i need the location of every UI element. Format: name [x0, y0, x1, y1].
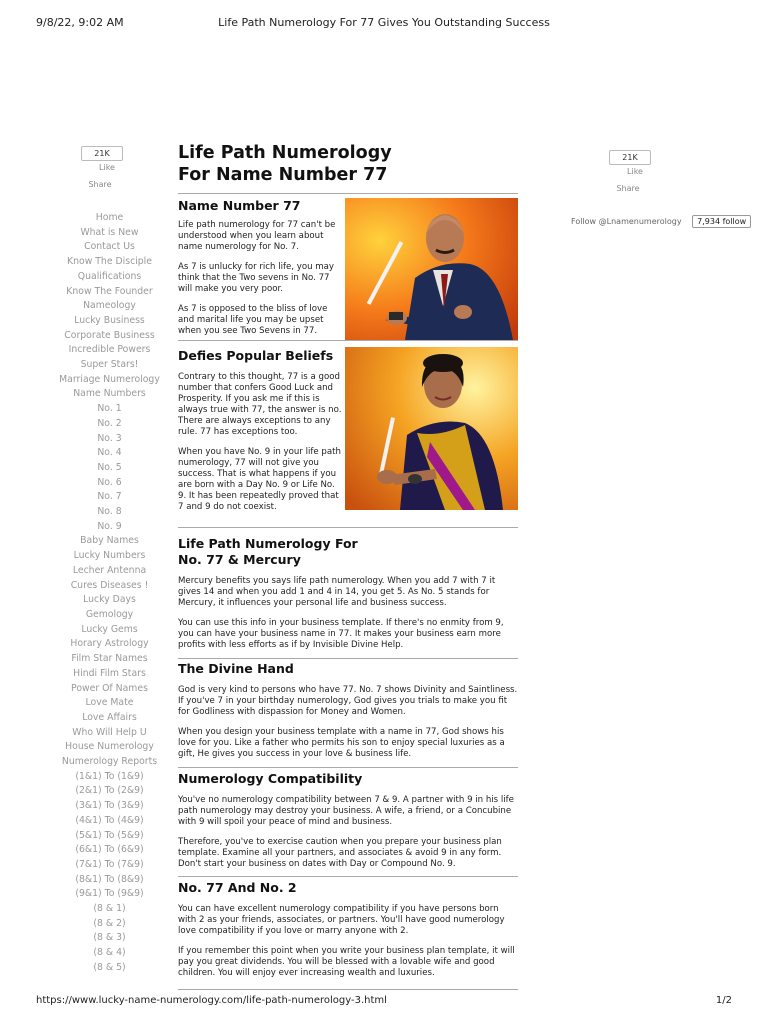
- sidebar-nav-link[interactable]: Super Stars!: [80, 359, 139, 371]
- paragraph: Life path numerology for 77 can't be understood when you learn about name numerology for No. 7.: [178, 220, 336, 252]
- sidebar-nav-link[interactable]: Incredible Powers: [68, 344, 151, 356]
- sidebar-nav-link[interactable]: Home: [95, 212, 124, 223]
- section-heading: Defies Popular Beliefs: [178, 348, 334, 363]
- sidebar-nav-link[interactable]: (1&1) To (1&9): [75, 770, 144, 782]
- paragraph: You've no numerology compatibility between 7 & 9. A partner with 9 in his life path numerology may destroy your business. A wife, a friend, or a Concubine with 9 will spoil your peace of mind and business.: [178, 795, 514, 827]
- sidebar-nav: [52, 211, 167, 976]
- sidebar-nav-link[interactable]: Know The Disciple: [67, 256, 152, 268]
- sidebar-nav-link[interactable]: Horary Astrology: [70, 638, 149, 650]
- sidebar-nav-link[interactable]: Name Numbers: [73, 388, 146, 400]
- sidebar-nav-link[interactable]: No. 7: [97, 491, 122, 503]
- sidebar-nav-link[interactable]: Gemology: [85, 608, 134, 620]
- sidebar-nav-link[interactable]: Power Of Names: [71, 682, 148, 694]
- right-like-count[interactable]: 21K: [609, 150, 651, 165]
- paragraph: As 7 is opposed to the bliss of love and marital life you may be upset when you see Two Sevens in 77.: [178, 304, 328, 336]
- right-like-button[interactable]: Like: [627, 167, 643, 176]
- main-content: [178, 142, 518, 990]
- section-mercury: [178, 528, 518, 659]
- twitter-follow-link[interactable]: Follow @Lnamenumerology: [571, 217, 682, 226]
- section-heading: Numerology Compatibility: [178, 771, 363, 786]
- section-heading: No. 77 And No. 2: [178, 880, 297, 895]
- sidebar-nav-link[interactable]: Qualifications: [77, 270, 142, 282]
- paragraph: Mercury benefits you says life path numerology. When you add 7 with 7 it gives 14 and when you add 1 and 4 in 14, you get 5. As No. 5 stands for Mercury, it influences your personal life and business success.: [178, 576, 496, 608]
- page-title-line1: Life Path Numerology: [178, 143, 392, 163]
- left-share-button[interactable]: Share: [88, 180, 112, 189]
- sidebar-nav-link[interactable]: (2&1) To (2&9): [75, 785, 144, 797]
- sidebar-nav-link[interactable]: Hindi Film Stars: [73, 667, 146, 679]
- twitter-follower-count[interactable]: 7,934 follow: [692, 215, 751, 228]
- paragraph: If you remember this point when you write your business plan template, it will pay you great dividends. You will be blessed with a lovable wife and good children. You will enjoy ever increasing wealth and luxuries.: [178, 946, 515, 978]
- paragraph: You can have excellent numerology compatibility if you have persons born with 2 as your friends, associates, or partners. You'll have good numerology love compatibility if you love or marry anyone with 2.: [178, 904, 505, 936]
- sidebar-nav-link[interactable]: Lecher Antenna: [72, 564, 147, 576]
- sidebar-nav-link[interactable]: (3&1) To (3&9): [75, 800, 144, 812]
- sidebar-nav-link[interactable]: (4&1) To (4&9): [75, 814, 144, 826]
- print-page-title: Life Path Numerology For 77 Gives You Outstanding Success: [218, 16, 550, 29]
- sidebar-nav-link[interactable]: House Numerology: [65, 741, 154, 753]
- sidebar-nav-link[interactable]: Numerology Reports: [61, 756, 158, 768]
- twitter-follow-widget: [571, 215, 751, 228]
- sidebar-nav-link[interactable]: (8 & 2): [93, 917, 126, 929]
- paragraph: As 7 is unlucky for rich life, you may think that the Two sevens in No. 77 will make you very poor.: [178, 262, 334, 294]
- sidebar-nav-link[interactable]: No. 4: [97, 447, 122, 459]
- sidebar-nav-link[interactable]: No. 2: [97, 417, 122, 429]
- sidebar-nav-link[interactable]: (7&1) To (7&9): [75, 858, 144, 870]
- sidebar-nav-link[interactable]: No. 1: [97, 403, 122, 415]
- sidebar-nav-link[interactable]: Marriage Numerology: [59, 373, 160, 385]
- section-heading-line2: No. 77 & Mercury: [178, 552, 301, 567]
- sidebar-nav-link[interactable]: Lucky Numbers: [73, 550, 146, 562]
- sidebar-nav-link[interactable]: Nameology: [83, 300, 136, 312]
- sidebar-nav-link[interactable]: (6&1) To (6&9): [75, 844, 144, 856]
- section-heading: [178, 528, 518, 568]
- sidebar-nav-link[interactable]: Contact Us: [84, 241, 135, 253]
- sidebar-nav-link[interactable]: Lucky Days: [83, 594, 136, 606]
- sidebar-nav-link[interactable]: (8 & 1): [93, 903, 126, 915]
- print-date: 9/8/22, 9:02 AM: [36, 16, 124, 29]
- left-like-button[interactable]: Like: [99, 163, 115, 172]
- section-heading: Name Number 77: [178, 198, 301, 213]
- section-heading: The Divine Hand: [178, 661, 294, 676]
- sidebar-nav-link[interactable]: (8 & 4): [93, 947, 126, 959]
- section-heading-line1: Life Path Numerology For: [178, 536, 358, 551]
- section-defies-popular-beliefs: [178, 341, 518, 528]
- left-like-widget: [80, 146, 124, 189]
- right-like-widget: [608, 150, 652, 193]
- sidebar-nav-link[interactable]: No. 5: [97, 461, 122, 473]
- sidebar-nav-link[interactable]: No. 3: [97, 432, 122, 444]
- sidebar-nav-link[interactable]: (8 & 5): [93, 961, 126, 973]
- sidebar-nav-link[interactable]: Cures Diseases !: [70, 579, 149, 591]
- sidebar-nav-link[interactable]: (8 & 3): [93, 932, 126, 944]
- sidebar-nav-link[interactable]: Baby Names: [80, 535, 139, 547]
- founder-photo: [345, 198, 518, 340]
- left-like-count[interactable]: 21K: [81, 146, 123, 161]
- page-title: [178, 142, 518, 194]
- paragraph: God is very kind to persons who have 77. No. 7 shows Divinity and Saintliness. If you've 7 in your birthday numerology, God gives you trials to make you fit for Godliness with dispassion for Money and Women.: [178, 685, 518, 717]
- paragraph: You can use this info in your business template. If there's no enmity from 9, you can have your business name in 77. It makes your business earn more profits with less efforts as if by Invisible Divine Help.: [178, 618, 504, 650]
- paragraph: When you design your business template with a name in 77, God shows his love for you. Like a father who permits his son to enjoy special luxuries as a gift, He gives you success in your love & business life.: [178, 727, 505, 759]
- print-page-number: 1/2: [715, 995, 732, 1006]
- paragraph: Therefore, you've to exercise caution when you prepare your business plan template. Examine all your partners, and associates & avoid 9 in any form. Don't start your business on dates with Day or Compound No. 9.: [178, 837, 502, 869]
- sidebar-nav-link[interactable]: Who Will Help U: [72, 726, 147, 738]
- section-77-and-2: [178, 877, 518, 990]
- sidebar-nav-link[interactable]: No. 8: [97, 506, 122, 518]
- page-title-line2: For Name Number 77: [178, 165, 388, 185]
- sidebar-nav-link[interactable]: Love Affairs: [82, 711, 137, 723]
- paragraph: When you have No. 9 in your life path numerology, 77 will not give you success. That is what happens if you are born with a Day No. 9 or Life No. 9. It has been repeatedly proved that 7 and 9 do not coexist.: [178, 447, 341, 512]
- sidebar-nav-link[interactable]: What is New: [80, 226, 139, 238]
- print-url: https://www.lucky-name-numerology.com/life-path-numerology-3.html: [36, 995, 387, 1006]
- sidebar-nav-link[interactable]: Love Mate: [85, 697, 134, 709]
- sidebar-nav-link[interactable]: No. 9: [97, 520, 122, 532]
- paragraph: Contrary to this thought, 77 is a good number that confers Good Luck and Prosperity. If you ask me if this is always true with 77, the answer is no. There are always exceptions to any rule. 77 has exceptions too.: [178, 372, 342, 437]
- sidebar-nav-link[interactable]: Corporate Business: [64, 329, 155, 341]
- sidebar-nav-link[interactable]: Know The Founder: [66, 285, 153, 297]
- sidebar-nav-link[interactable]: (5&1) To (5&9): [75, 829, 144, 841]
- right-share-button[interactable]: Share: [616, 184, 640, 193]
- sidebar-nav-link[interactable]: No. 6: [97, 476, 122, 488]
- section-numerology-compatibility: [178, 768, 518, 877]
- sidebar-nav-link[interactable]: Film Star Names: [71, 653, 148, 665]
- sidebar-nav-link[interactable]: (8&1) To (8&9): [75, 873, 144, 885]
- sidebar-nav-link[interactable]: Lucky Gems: [81, 623, 138, 635]
- sidebar-nav-link[interactable]: (9&1) To (9&9): [75, 888, 144, 900]
- disciple-photo: [345, 347, 518, 510]
- sidebar-nav-link[interactable]: Lucky Business: [74, 314, 145, 326]
- section-divine-hand: [178, 659, 518, 768]
- section-name-number-77: [178, 194, 518, 341]
